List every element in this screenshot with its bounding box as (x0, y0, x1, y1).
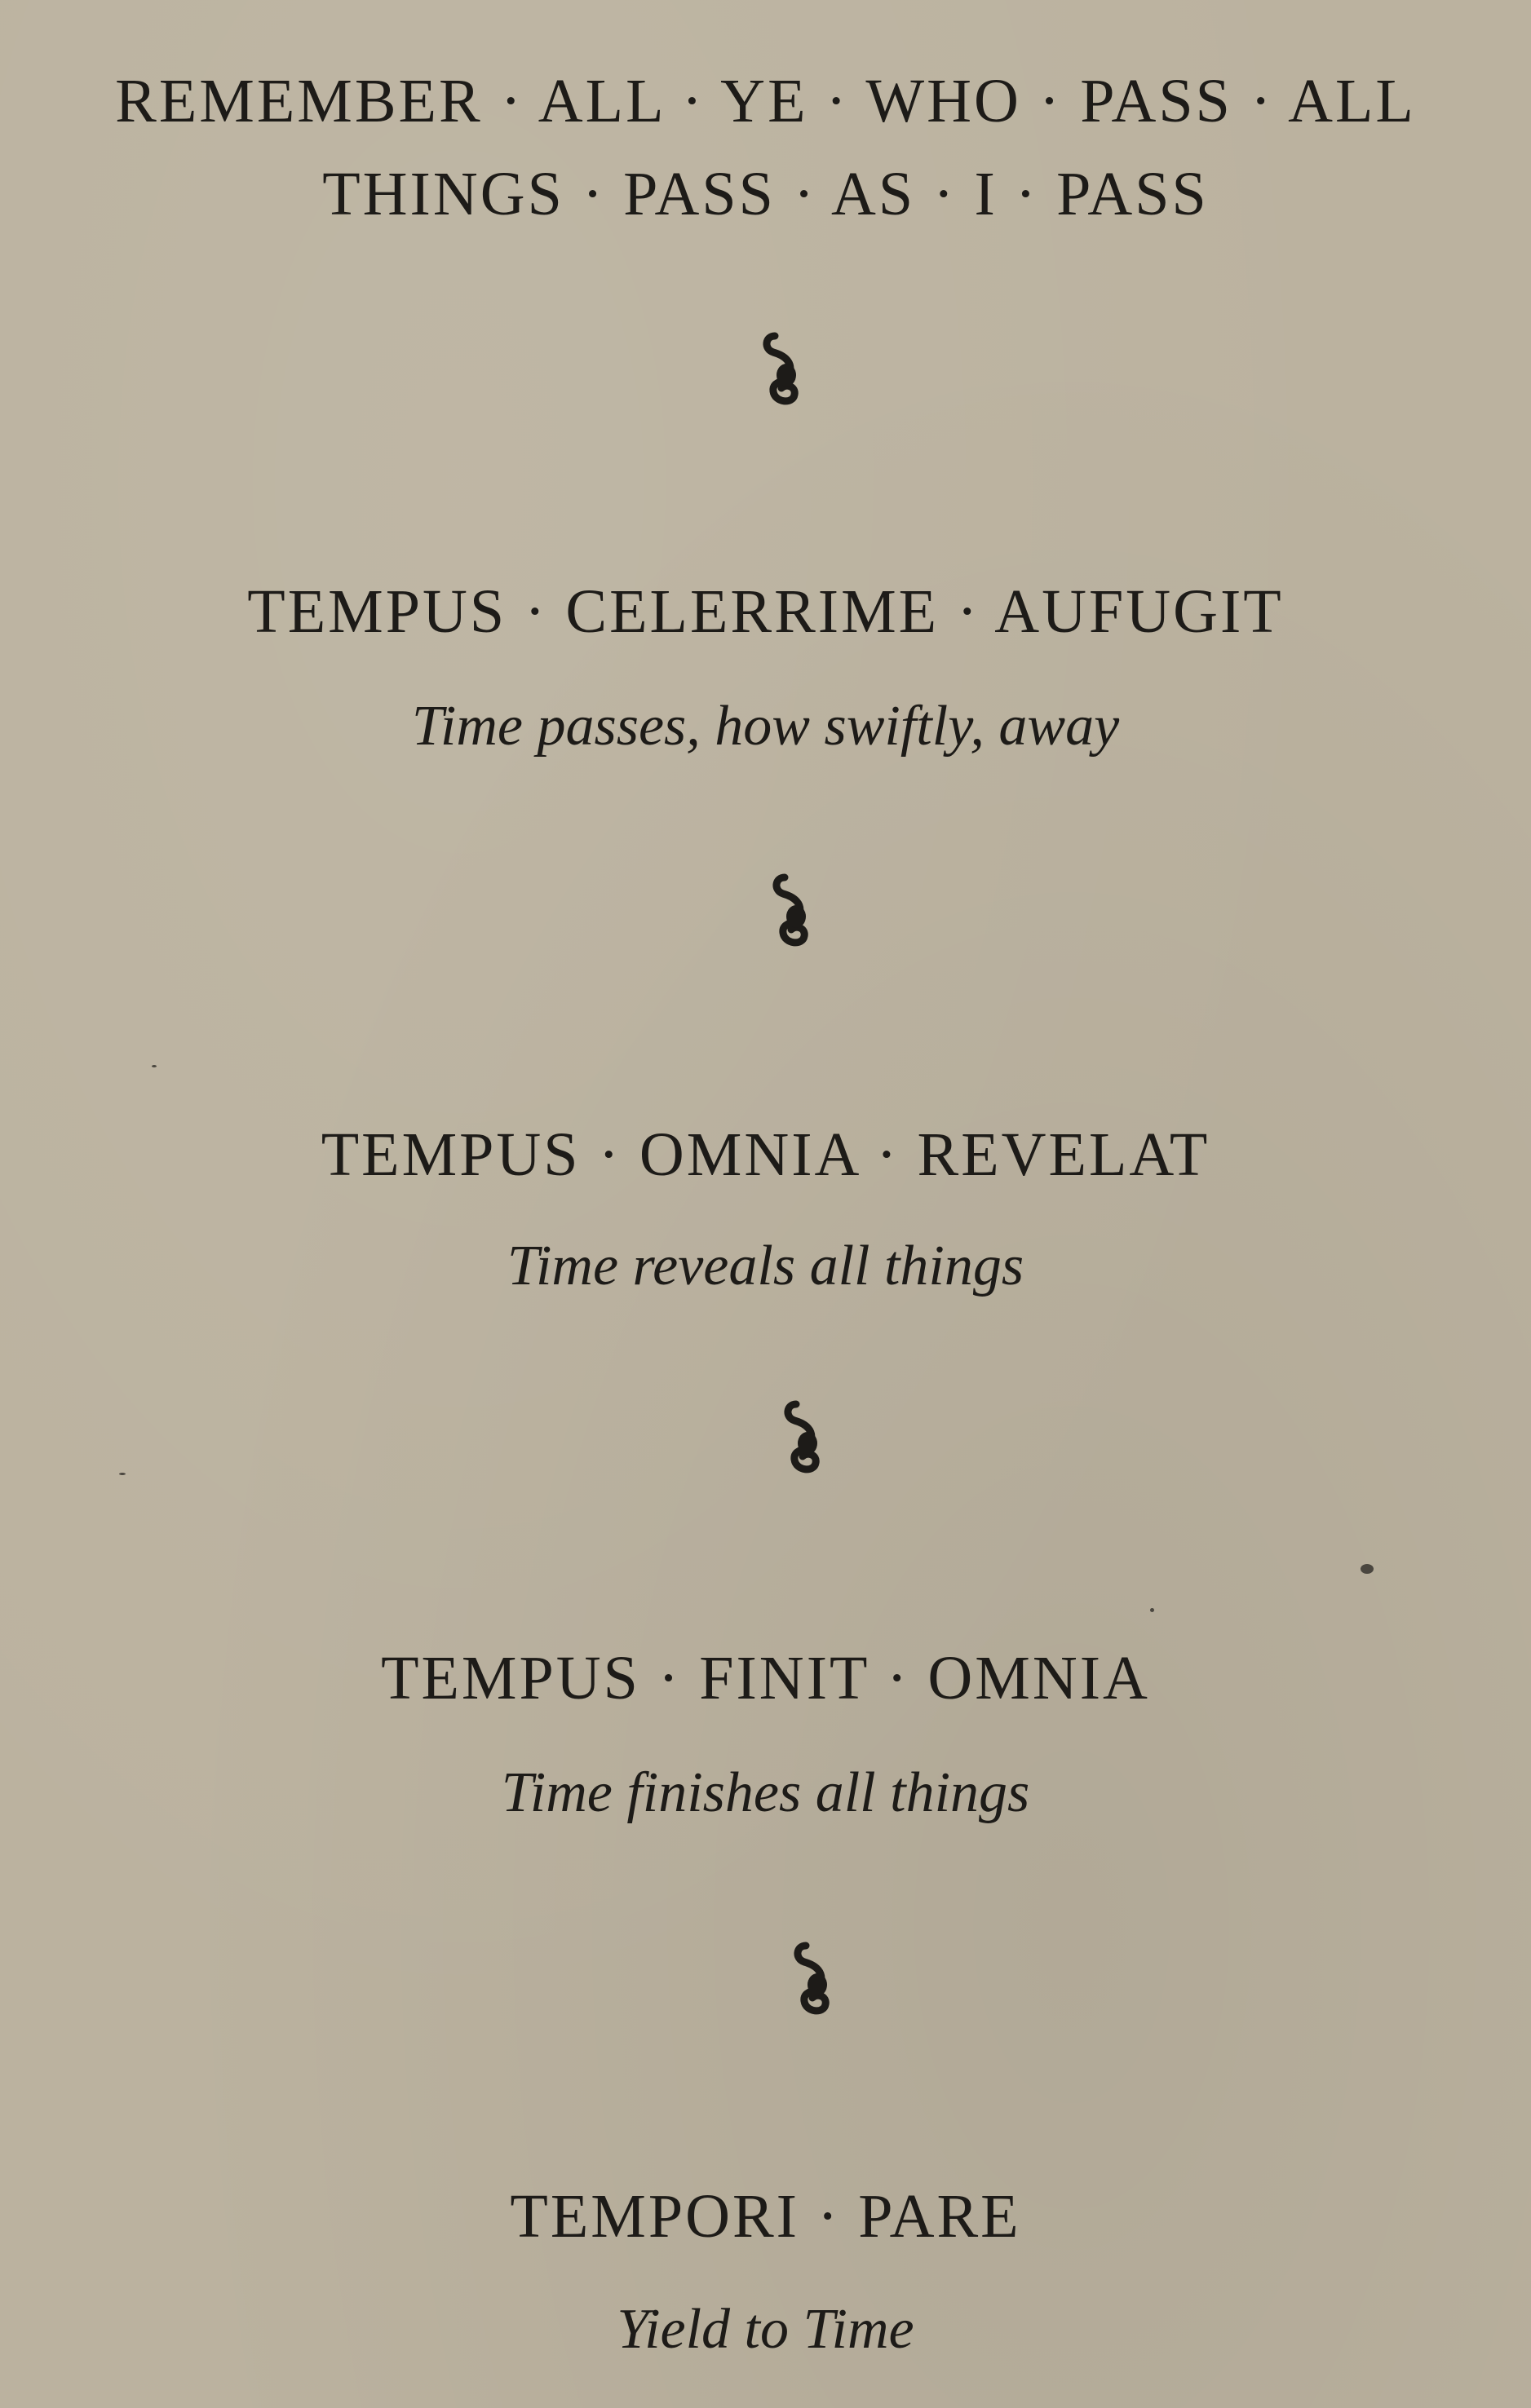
paper-speck (119, 1473, 126, 1475)
fleuron-icon (757, 326, 806, 416)
motto-line-2: THINGS · PASS · AS · I · PASS (322, 160, 1209, 228)
translation-1: Time passes, how swiftly, away (411, 695, 1120, 758)
latin-motto-2: TEMPUS · OMNIA · REVELAT (321, 1120, 1210, 1189)
paper-speck (152, 1065, 157, 1067)
fleuron-icon (788, 1936, 837, 2026)
translation-2: Time reveals all things (507, 1235, 1024, 1297)
paper-speck (1150, 1608, 1154, 1612)
latin-motto-3: TEMPUS · FINIT · OMNIA (381, 1644, 1150, 1712)
fleuron-icon (767, 868, 816, 957)
translation-4: Yield to Time (617, 2298, 914, 2361)
fleuron-icon (778, 1394, 827, 1484)
motto-line-1: REMEMBER · ALL · YE · WHO · PASS · ALL (115, 67, 1416, 135)
paper-speck (1361, 1564, 1374, 1574)
latin-motto-4: TEMPORI · PARE (510, 2182, 1021, 2251)
latin-motto-1: TEMPUS · CELERRIME · AUFUGIT (247, 577, 1284, 646)
translation-3: Time finishes all things (501, 1761, 1030, 1824)
